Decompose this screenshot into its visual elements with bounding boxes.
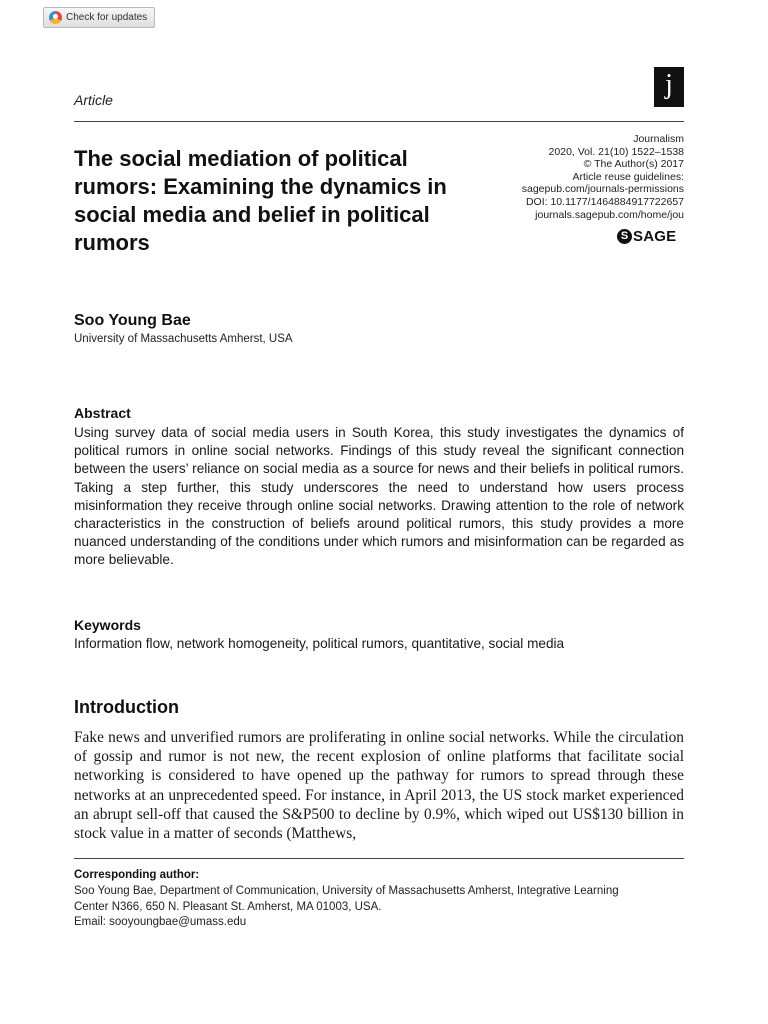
author-affiliation: University of Massachusetts Amherst, USA [74, 333, 293, 345]
keywords-heading: Keywords [74, 617, 141, 633]
check-for-updates-button[interactable] [43, 7, 155, 28]
journal-logo: j [654, 67, 684, 107]
corresponding-address-line-2: Center N366, 650 N. Pleasant St. Amherst, MA 01003, USA. [74, 900, 382, 913]
article-title: The social mediation of political rumors: Examining the dynamics in social media and belief in political rumors [74, 146, 447, 255]
sage-wordmark: SAGE [633, 228, 677, 245]
article-type-label: Article [74, 92, 113, 108]
doi-link[interactable]: DOI: 10.1177/1464884917722657 [525, 195, 684, 208]
email-link[interactable]: sooyoungbae@umass.edu [109, 916, 247, 929]
header-divider [74, 121, 684, 122]
corresponding-author-heading: Corresponding author: [74, 869, 200, 881]
corresponding-author-details [74, 884, 686, 931]
journal-name: Journalism [633, 133, 684, 145]
abstract-heading: Abstract [74, 405, 131, 421]
reuse-guidelines-label: Article reuse guidelines: [572, 170, 684, 183]
check-for-updates-label: Check for updates [66, 12, 148, 23]
journal-homepage-link[interactable]: journals.sagepub.com/home/jou [535, 208, 684, 221]
volume-info: 2020, Vol. 21(10) 1522–1538 [548, 145, 684, 158]
copyright-notice: © The Author(s) 2017 [583, 158, 684, 171]
sage-logo [617, 228, 676, 245]
introduction-heading: Introduction [74, 697, 179, 717]
email-label: Email: [74, 916, 110, 929]
crossmark-icon [49, 11, 62, 24]
author-name: Soo Young Bae [74, 312, 191, 329]
footnote-divider [74, 858, 684, 859]
abstract-text: Using survey data of social media users in South Korea, this study investigates the dynamics of political rumors in online social networks. Findings of this study reveal the significant connection between the users’ reliance on social media as a source for news and their beliefs in political rumors. Taking a step further, this study underscores the need to understand how users process misinformation they receive through online social networks. Drawing attention to the role of network characteristics in the construction of beliefs around political rumors, this study provides a more nuanced understanding of the conditions under which rumors and misinformation can be regarded as more believable. [74, 425, 684, 568]
corresponding-address-line-1: Soo Young Bae, Department of Communication, University of Massachusetts Amherst, Integrative Learning [74, 885, 619, 897]
publication-metadata [424, 133, 684, 221]
permissions-link[interactable]: sagepub.com/journals-permissions [521, 183, 684, 196]
sage-s-icon: S [617, 229, 632, 244]
keywords-list: Information flow, network homogeneity, political rumors, quantitative, social media [74, 636, 565, 651]
corresponding-email-line [74, 915, 686, 931]
introduction-text: Fake news and unverified rumors are proliferating in online social networks. While the circulation of gossip and rumor is not new, the recent explosion of online platforms that facilitate social networking is considered to have opened up the pathway for rumors to spread through these networks at an unprecedented speed. For instance, in April 2013, the US stock market experienced an abrupt sell-off that caused the S&P500 to decline by 0.9%, which wiped out US$130 billion in stock value in a matter of seconds (Matthews, [74, 729, 684, 843]
